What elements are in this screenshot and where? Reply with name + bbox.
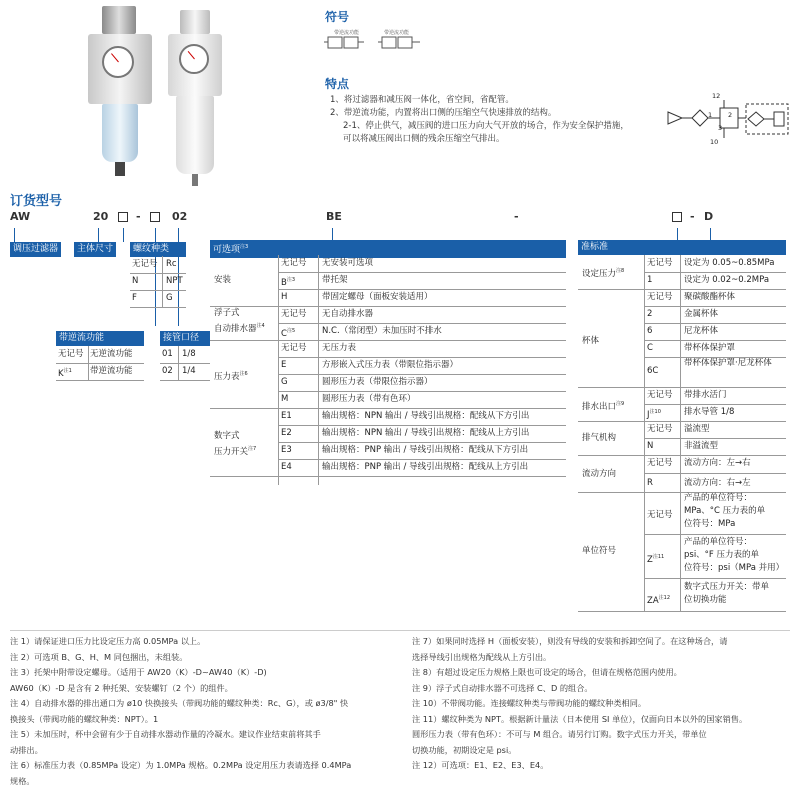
semi-unit-desc-1b: MPa、°C 压力表的单	[684, 505, 765, 518]
semi-unit-code-2: $Z^{注11}$	[647, 549, 664, 569]
header-body-size: 主体尺寸	[74, 242, 116, 257]
opt-gauge-code-3: G	[281, 374, 288, 391]
semi-drain-label: 排水出口$^{注9}$	[582, 396, 624, 416]
semi-exhaust-code-1: 无记号	[647, 421, 673, 438]
note-left-6: 换接头（带阀功能的螺纹种类：NPT）。1	[10, 712, 351, 728]
opt-drain-code-2: $C^{注5}$	[281, 323, 295, 343]
opt-mount-desc-3: 带固定螺母（面板安装适用）	[322, 289, 433, 306]
code-dash-2: -	[514, 210, 519, 223]
opt-gauge-desc-4: 圆形压力表（带有色环）	[322, 391, 416, 408]
opt-mount-desc-2: 带托架	[322, 272, 348, 289]
semi-bowl-code-1: 无记号	[647, 289, 673, 306]
opt-mount-desc-1: 无安装可选项	[322, 255, 373, 272]
semi-pressure-code-1: 无记号	[647, 255, 673, 272]
code-d: D	[704, 210, 713, 223]
opt-gauge-code-2: E	[281, 357, 286, 374]
semi-unit-desc-3a: 数字式压力开关：带单	[684, 581, 769, 594]
code-be: BE	[326, 210, 342, 223]
semi-drain-code-1: 无记号	[647, 387, 673, 404]
opt-mount-code-2: $B^{注3}$	[281, 272, 295, 292]
symbol-label-2: 带逆流功能	[384, 29, 409, 36]
opt-gauge-desc-1: 无压力表	[322, 340, 356, 357]
code-20: 20	[93, 210, 108, 223]
semi-flow-code-2: R	[647, 475, 653, 492]
semi-bowl-code-3: 6	[647, 323, 652, 340]
code-dash-1: -	[136, 210, 141, 223]
note-right-3: 注 8）有超过设定压力规格上限也可设定的场合，但请在规格范围内使用。	[412, 665, 747, 681]
semi-unit-desc-1c: 位符号：MPa	[684, 518, 735, 531]
semi-flow-desc-2: 流动方向：右→左	[684, 475, 751, 492]
semi-pressure-desc-1: 设定为 0.05~0.85MPa	[684, 255, 774, 272]
opt-switch-code-1: E1	[281, 408, 292, 425]
semi-bowl-code-2: 2	[647, 306, 652, 323]
semi-unit-desc-3b: 位切换功能	[684, 594, 727, 607]
note-left-3: 注 3）托架中附带设定螺母。（适用于 AW20（K）-D~AW40（K）-D)	[10, 665, 351, 681]
opt-switch-desc-1: 输出规格：NPN 输出 / 导线引出规格：配线从下方引出	[322, 408, 529, 425]
header-thread: 螺纹种类	[130, 242, 186, 257]
opt-drain-label-1: 浮子式	[214, 307, 240, 320]
order-title: 订货型号	[10, 190, 62, 209]
opt-drain-label-2: 自动排水器$^{注4}$	[214, 320, 265, 336]
semi-exhaust-desc-1: 溢流型	[684, 421, 710, 438]
opt-gauge-desc-2: 方形嵌入式压力表（带限位指示器）	[322, 357, 458, 374]
note-left-5: 注 4）自动排水器的排出通口为 ø10 快换接头（带阀功能的螺纹种类：Rc、G），或 ø3/8" 快	[10, 696, 351, 712]
opt-gauge-code-4: M	[281, 391, 288, 408]
header-port: 接管口径	[160, 331, 210, 346]
semi-bowl-desc-3: 尼龙杯体	[684, 323, 718, 340]
semi-bowl-label: 杯体	[582, 333, 599, 350]
thread-row-1: 无记号	[132, 256, 158, 273]
header-regulator: 调压过滤器	[10, 242, 61, 257]
semi-pressure-label: 设定压力$^{注8}$	[582, 263, 624, 283]
note-right-9: 注 12）可选项：E1、E2、E3、E4。	[412, 758, 747, 774]
port-code-2: 02	[162, 363, 173, 380]
thread-row-3: F	[132, 290, 137, 307]
semi-drain-code-2: $J^{注10}$	[647, 404, 661, 424]
note-left-4: AW60（K）-D 是含有 2 种托架、安装螺钉（2 个）的组件。	[10, 681, 351, 697]
note-right-1: 注 7）如果同时选择 H（面板安装），则没有导线的安装和拆卸空间了。在这种场合，请	[412, 634, 747, 650]
thread-val-1: Rc	[166, 256, 177, 273]
semi-bowl-desc-5: 带杯体保护罩·尼龙杯体	[684, 357, 784, 370]
opt-switch-desc-2: 输出规格：NPN 输出 / 导线引出规格：配线从上方引出	[322, 425, 529, 442]
code-box-1	[118, 212, 128, 223]
opt-switch-code-4: E4	[281, 459, 292, 476]
backflow-desc-1: 无逆流功能	[90, 346, 133, 363]
note-right-5: 注 10）不带阀功能。连接螺纹种类与带阀功能的螺纹种类相同。	[412, 696, 747, 712]
thread-val-2: NPT	[166, 273, 183, 290]
code-box-2	[150, 212, 160, 223]
header-backflow: 带逆流功能	[56, 331, 144, 346]
header-semi-std: 准标准	[578, 240, 786, 255]
semi-flow-label: 流动方向	[582, 466, 616, 483]
opt-switch-label-2: 压力开关$^{注7}$	[214, 443, 256, 459]
feature-1: 1、将过滤器和减压阀一体化，省空间，省配管。	[330, 94, 514, 107]
opt-gauge-code-1: 无记号	[281, 340, 307, 357]
semi-unit-desc-2c: 位符号：psi（MPa 并用）	[684, 562, 784, 575]
feature-2-1: 2-1、停止供气，减压阀的进口压力向大气开放的场合，作为安全保护措施，	[343, 120, 629, 133]
features-title: 特点	[325, 75, 349, 92]
semi-unit-desc-1a: 产品的单位符号：	[684, 492, 752, 505]
port-3: 3	[718, 124, 722, 132]
semi-unit-label: 单位符号	[582, 543, 616, 560]
note-left-9: 注 6）标准压力表（0.85MPa 设定）为 1.0MPa 规格。0.2MPa 设定用压力表请选择 0.4MPa	[10, 758, 351, 774]
semi-unit-desc-2a: 产品的单位符号：	[684, 536, 752, 549]
product-photo-1	[88, 6, 152, 181]
symbol-label-1: 带逆流功能	[334, 29, 359, 36]
opt-switch-code-3: E3	[281, 442, 292, 459]
semi-pressure-code-2: 1	[647, 272, 652, 289]
semi-bowl-code-5: 6C	[647, 363, 658, 380]
port-10: 10	[710, 138, 718, 146]
semi-drain-desc-1: 带排水活门	[684, 387, 727, 404]
semi-exhaust-code-2: N	[647, 438, 653, 455]
note-right-6: 注 11）螺纹种类为 NPT。根据新计量法（日本使用 SI 单位），仅面向日本以外的国家销售。	[412, 712, 747, 728]
semi-flow-code-1: 无记号	[647, 455, 673, 472]
semi-unit-code-3: ZA$^{注12}$	[647, 590, 670, 610]
opt-gauge-label: 压力表$^{注6}$	[214, 366, 248, 386]
backflow-code-2: $K^{注1}$	[58, 363, 72, 383]
opt-drain-desc-1: 无自动排水器	[322, 306, 373, 323]
backflow-code-1: 无记号	[58, 346, 84, 363]
semi-exhaust-desc-2: 非溢流型	[684, 438, 718, 455]
semi-unit-desc-2b: psi、°F 压力表的单	[684, 549, 759, 562]
opt-mount-code-3: H	[281, 289, 287, 306]
notes-right	[412, 634, 747, 774]
note-left-10: 规格。	[10, 774, 351, 789]
port-12: 12	[712, 92, 720, 100]
product-photo-2	[168, 10, 222, 190]
port-size-1: 1/8	[182, 346, 196, 363]
code-dash-3: -	[690, 210, 695, 223]
port-2: 2	[728, 111, 732, 119]
thread-val-3: G	[166, 290, 173, 307]
opt-mount-label: 安装	[214, 272, 231, 289]
port-size-2: 1/4	[182, 363, 196, 380]
thread-row-2: N	[132, 273, 138, 290]
opt-switch-code-2: E2	[281, 425, 292, 442]
feature-2: 2、带逆流功能，内置将出口侧的压缩空气快速排放的结构。	[330, 107, 556, 120]
note-right-8: 切换功能，初期设定是 psi。	[412, 743, 747, 759]
opt-switch-label-1: 数字式	[214, 430, 240, 443]
opt-gauge-desc-3: 圆形压力表（带限位指示器）	[322, 374, 433, 391]
code-aw: AW	[10, 210, 30, 223]
semi-bowl-desc-1: 聚碳酸酯杯体	[684, 289, 735, 306]
code-box-3	[672, 212, 682, 223]
symbol-title: 符号	[325, 8, 349, 25]
code-02: 02	[172, 210, 187, 223]
semi-pressure-desc-2: 设定为 0.02~0.2MPa	[684, 272, 769, 289]
feature-2-2: 可以将减压阀出口侧的残余压缩空气排出。	[343, 133, 505, 146]
note-left-2: 注 2）可选项 B、G、H、M 同包捆出，未组装。	[10, 650, 351, 666]
semi-bowl-desc-4: 带杯体保护罩	[684, 340, 735, 357]
note-left-7: 注 5）未加压时，杯中会留有少于自动排水器动作量的冷凝水。建议作业结束前将其手	[10, 727, 351, 743]
note-left-8: 动排出。	[10, 743, 351, 759]
semi-unit-code-1: 无记号	[647, 507, 673, 524]
opt-drain-desc-2: N.C.（常闭型）未加压时不排水	[322, 323, 442, 340]
notes-left	[10, 634, 351, 789]
port-code-1: 01	[162, 346, 173, 363]
semi-bowl-desc-2: 金属杯体	[684, 306, 718, 323]
header-options: 可选项$^{注3}$	[210, 240, 566, 258]
opt-mount-code-1: 无记号	[281, 255, 307, 272]
backflow-desc-2: 带逆流功能	[90, 363, 133, 380]
semi-drain-desc-2: 排水导管 1/8	[684, 404, 734, 421]
opt-switch-desc-4: 输出规格：PNP 输出 / 导线引出规格：配线从上方引出	[322, 459, 528, 476]
note-right-4: 注 9）浮子式自动排水器不可选择 C、D 的组合。	[412, 681, 747, 697]
note-right-7: 圆形压力表（带有色环）：不可与 M 组合。请另行订购。数字式压力开关，带单位	[412, 727, 747, 743]
opt-drain-code-1: 无记号	[281, 306, 307, 323]
semi-exhaust-label: 排气机构	[582, 430, 616, 447]
note-left-1: 注 1）请保证进口压力比设定压力高 0.05MPa 以上。	[10, 634, 351, 650]
semi-flow-desc-1: 流动方向：左→右	[684, 455, 751, 472]
port-1: 1	[708, 111, 712, 119]
semi-bowl-code-4: C	[647, 340, 653, 357]
opt-switch-desc-3: 输出规格：PNP 输出 / 导线引出规格：配线从下方引出	[322, 442, 528, 459]
note-right-2: 选择导线引出规格为配线从上方引出。	[412, 650, 747, 666]
